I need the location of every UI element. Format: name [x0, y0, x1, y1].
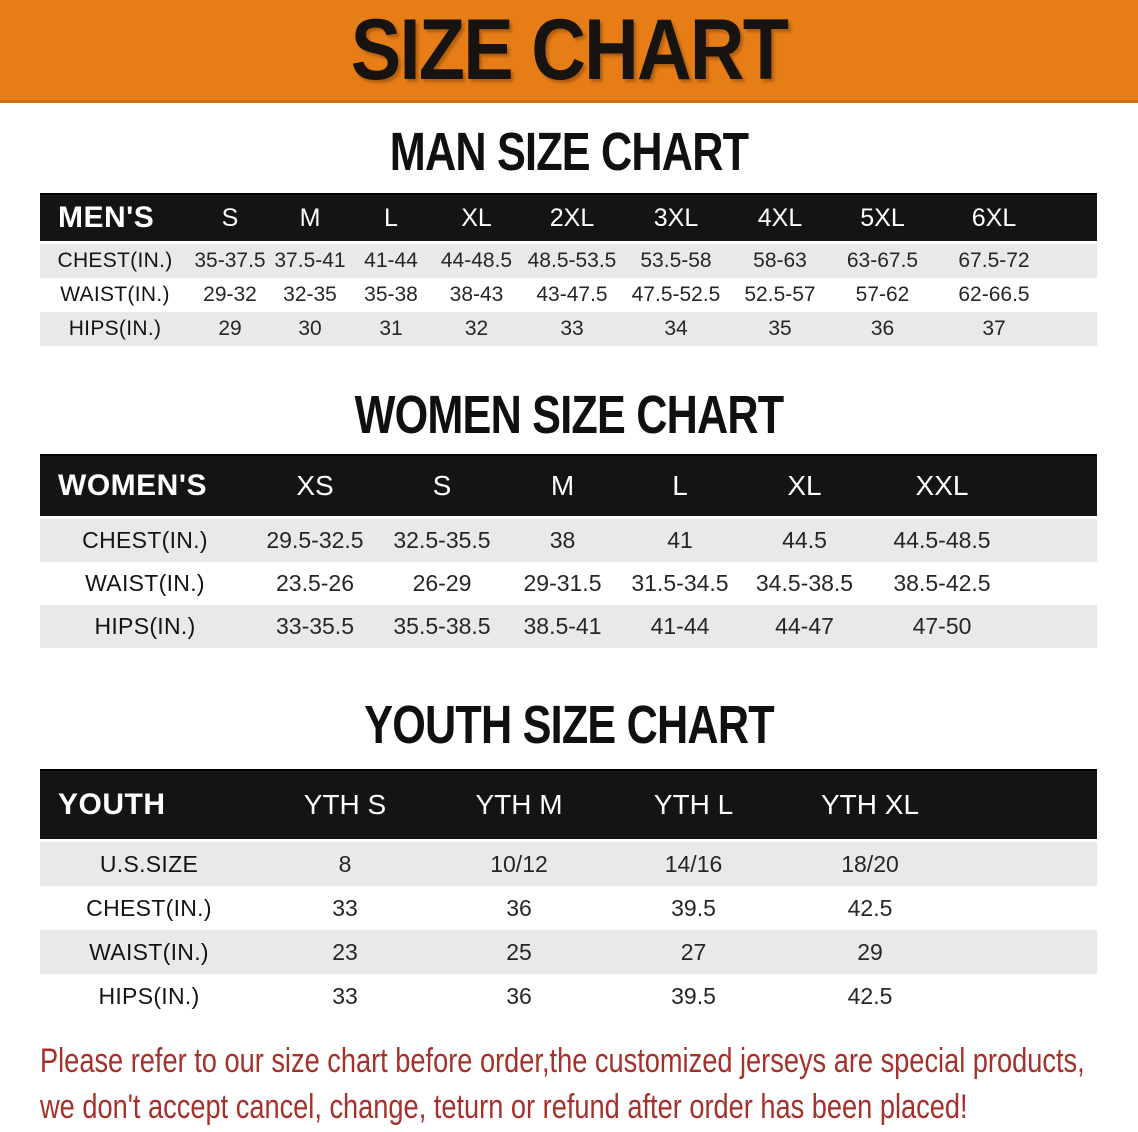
- size-value-cell: 43-47.5: [536, 283, 608, 306]
- size-column-header: S: [380, 455, 504, 518]
- row-filler-cell: [1054, 243, 1097, 279]
- header-filler-cell: [1014, 455, 1097, 518]
- size-value-cell: 33: [560, 317, 584, 340]
- size-value-cell: 35.5-38.5: [393, 613, 491, 639]
- size-table-row: [40, 518, 1097, 563]
- size-value-cell: 38.5-41: [523, 613, 602, 639]
- row-label: WAIST(IN.): [85, 570, 205, 596]
- size-value-cell: 31: [379, 317, 403, 340]
- size-value-cell: 36: [506, 894, 532, 921]
- size-value-cell: 39.5: [671, 982, 716, 1009]
- size-column-header: 5XL: [831, 194, 934, 243]
- row-filler-cell: [1014, 518, 1097, 563]
- row-filler-cell: [1014, 562, 1097, 605]
- size-value-cell: 29-31.5: [523, 570, 602, 596]
- row-filler-cell: [1054, 278, 1097, 312]
- man-section-heading: [0, 122, 1138, 182]
- size-value-cell: 44-47: [775, 613, 834, 639]
- size-value-cell: 57-62: [855, 283, 910, 306]
- size-column-header: M: [270, 194, 350, 243]
- size-column-header: XS: [250, 455, 380, 518]
- table-corner-label: WOMEN'S: [40, 455, 250, 518]
- size-table-header-row: [40, 455, 1097, 518]
- size-value-cell: 48.5-53.5: [527, 249, 617, 272]
- disclaimer-line-2: we don't accept cancel, change, teturn or refund after order has been placed!: [40, 1088, 968, 1126]
- table-corner-label: MEN'S: [40, 194, 190, 243]
- size-table-header-row: [40, 194, 1097, 243]
- size-column-header: XL: [739, 455, 870, 518]
- size-value-cell: 14/16: [664, 850, 723, 877]
- size-value-cell: 35-38: [364, 283, 418, 306]
- women-section-heading-text: WOMEN SIZE CHART: [354, 385, 784, 445]
- banner-title: SIZE CHART: [350, 1, 788, 98]
- size-value-cell: 29: [857, 938, 883, 965]
- row-filler-cell: [1054, 312, 1097, 346]
- row-label: HIPS(IN.): [98, 982, 200, 1009]
- size-value-cell: 36: [506, 982, 532, 1009]
- size-column-header: M: [504, 455, 621, 518]
- size-value-cell: 62-66.5: [958, 283, 1030, 306]
- size-column-header: 6XL: [934, 194, 1054, 243]
- men-size-table: [40, 193, 1097, 346]
- size-value-cell: 25: [506, 938, 532, 965]
- size-value-cell: 44.5: [782, 527, 827, 553]
- row-label: HIPS(IN.): [94, 613, 196, 639]
- size-value-cell: 35-37.5: [194, 249, 266, 272]
- size-value-cell: 23: [332, 938, 358, 965]
- size-value-cell: 36: [870, 317, 895, 340]
- size-value-cell: 47.5-52.5: [631, 283, 721, 306]
- size-table-header-row: [40, 770, 1097, 841]
- size-table-row: [40, 841, 1097, 887]
- size-column-header: YTH XL: [781, 770, 959, 841]
- youth-section-heading: [0, 695, 1138, 755]
- size-value-cell: 32: [464, 317, 489, 340]
- size-value-cell: 32.5-35.5: [393, 527, 491, 553]
- order-disclaimer: [40, 1038, 1138, 1130]
- row-filler-cell: [959, 886, 1097, 930]
- size-value-cell: 29-32: [203, 283, 257, 306]
- size-value-cell: 33: [332, 982, 358, 1009]
- size-value-cell: 34: [664, 317, 688, 340]
- size-value-cell: 67.5-72: [958, 249, 1030, 272]
- size-column-header: 2XL: [521, 194, 623, 243]
- row-label: WAIST(IN.): [60, 283, 170, 306]
- row-label: HIPS(IN.): [68, 317, 162, 340]
- size-value-cell: 42.5: [847, 982, 893, 1009]
- youth-section-heading-text: YOUTH SIZE CHART: [364, 695, 774, 755]
- row-label: WAIST(IN.): [89, 938, 209, 965]
- size-column-header: YTH S: [258, 770, 432, 841]
- size-value-cell: 29.5-32.5: [266, 527, 364, 553]
- youth-size-table: [40, 769, 1097, 1018]
- size-column-header: YTH M: [432, 770, 606, 841]
- size-column-header: L: [350, 194, 432, 243]
- man-section-heading-text: MAN SIZE CHART: [389, 122, 749, 182]
- size-value-cell: 38: [549, 527, 576, 553]
- women-size-table: [40, 454, 1097, 648]
- size-column-header: YTH L: [606, 770, 781, 841]
- size-value-cell: 33: [332, 894, 358, 921]
- row-filler-cell: [1014, 605, 1097, 648]
- size-value-cell: 38-43: [449, 283, 504, 306]
- header-filler-cell: [1054, 194, 1097, 243]
- size-value-cell: 53.5-58: [640, 249, 712, 272]
- size-value-cell: 47-50: [912, 613, 972, 639]
- size-value-cell: 44-48.5: [440, 249, 513, 272]
- size-value-cell: 35: [768, 317, 792, 340]
- size-table-row: [40, 312, 1097, 346]
- size-value-cell: 38.5-42.5: [893, 570, 991, 596]
- size-chart-banner: [0, 0, 1138, 103]
- size-value-cell: 31.5-34.5: [631, 570, 729, 596]
- size-value-cell: 23.5-26: [275, 570, 354, 596]
- size-table-row: [40, 562, 1097, 605]
- size-value-cell: 63-67.5: [846, 249, 919, 272]
- size-value-cell: 18/20: [841, 850, 899, 877]
- size-column-header: S: [190, 194, 270, 243]
- row-label: CHEST(IN.): [86, 894, 212, 921]
- size-value-cell: 41: [667, 527, 693, 553]
- row-label: U.S.SIZE: [99, 850, 199, 877]
- size-column-header: L: [621, 455, 739, 518]
- size-value-cell: 26-29: [412, 570, 472, 596]
- size-value-cell: 42.5: [847, 894, 893, 921]
- size-column-header: XL: [432, 194, 521, 243]
- size-value-cell: 10/12: [490, 850, 548, 877]
- row-label: CHEST(IN.): [82, 527, 208, 553]
- size-value-cell: 52.5-57: [744, 283, 816, 306]
- size-value-cell: 34.5-38.5: [755, 570, 854, 596]
- size-table-row: [40, 974, 1097, 1018]
- size-value-cell: 8: [338, 850, 352, 877]
- size-table-row: [40, 278, 1097, 312]
- size-value-cell: 39.5: [671, 894, 716, 921]
- size-value-cell: 58-63: [753, 249, 807, 272]
- size-value-cell: 41-44: [650, 613, 710, 639]
- size-column-header: 3XL: [623, 194, 729, 243]
- row-filler-cell: [959, 974, 1097, 1018]
- women-section-heading: [0, 385, 1138, 445]
- size-column-header: XXL: [870, 455, 1014, 518]
- row-label: CHEST(IN.): [57, 249, 173, 272]
- row-filler-cell: [959, 930, 1097, 974]
- size-value-cell: 37: [982, 317, 1006, 340]
- table-corner-label: YOUTH: [40, 770, 258, 841]
- disclaimer-line-1: Please refer to our size chart before order,the customized jerseys are special products,: [40, 1042, 1085, 1080]
- size-value-cell: 27: [680, 938, 707, 965]
- size-value-cell: 29: [218, 317, 242, 340]
- size-table-row: [40, 930, 1097, 974]
- header-filler-cell: [959, 770, 1097, 841]
- size-value-cell: 33-35.5: [275, 613, 354, 639]
- size-value-cell: 37.5-41: [274, 249, 346, 272]
- size-value-cell: 30: [298, 317, 322, 340]
- size-value-cell: 32-35: [283, 283, 337, 306]
- row-filler-cell: [959, 841, 1097, 887]
- size-value-cell: 44.5-48.5: [893, 527, 991, 553]
- size-table-row: [40, 243, 1097, 279]
- size-column-header: 4XL: [729, 194, 831, 243]
- size-table-row: [40, 605, 1097, 648]
- size-value-cell: 41-44: [364, 249, 418, 272]
- size-table-row: [40, 886, 1097, 930]
